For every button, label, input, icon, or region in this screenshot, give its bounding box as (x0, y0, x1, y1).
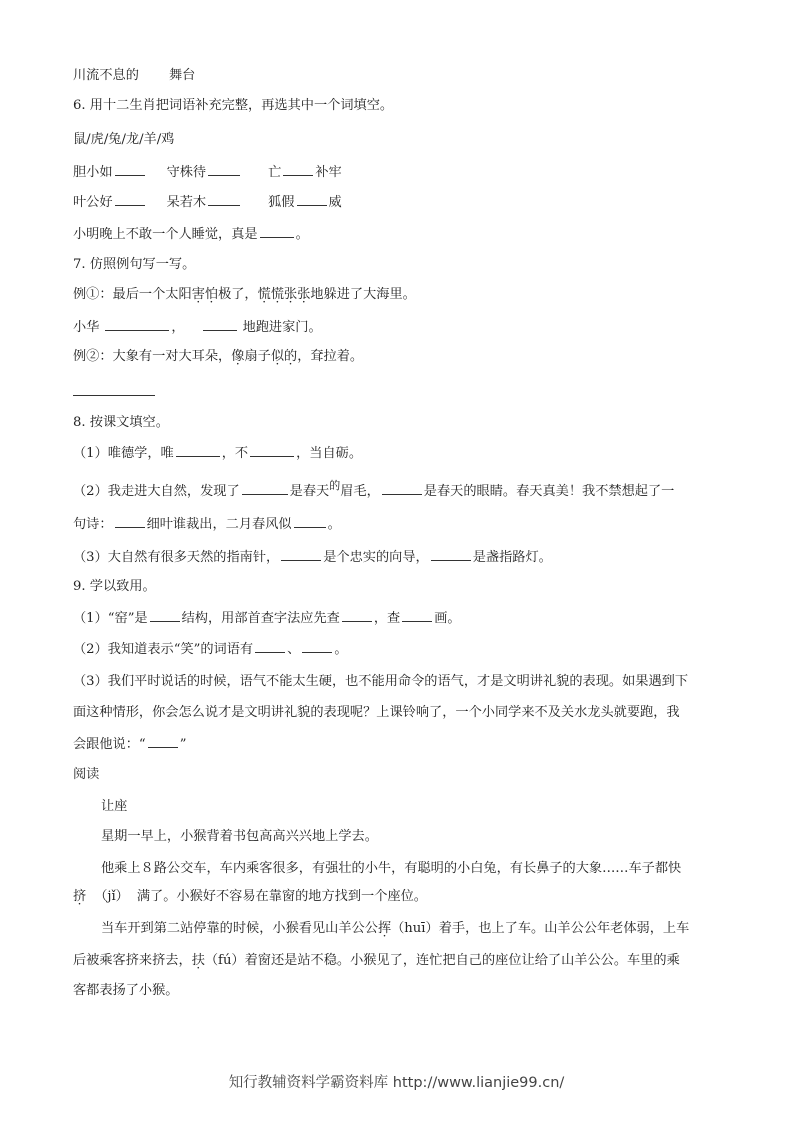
text: 胆小如 (73, 165, 113, 180)
text: 扇子 (244, 349, 271, 364)
text: 狐假 (268, 195, 295, 210)
blank[interactable] (208, 193, 240, 206)
text: 后被乘客挤来挤去， (73, 953, 192, 968)
text: （2）我知道表示“笑”的词语有 (73, 642, 254, 657)
blank[interactable] (105, 318, 169, 331)
text: 。 (334, 642, 348, 657)
text: 例②：大象有一对大耳朵， (73, 349, 232, 364)
blank[interactable] (281, 548, 321, 561)
text: 是春天 (289, 484, 330, 499)
q6-sentence (73, 225, 309, 244)
text: 小明晚上不敢一个人睡觉，真是 (73, 227, 258, 242)
text: ，当自砺。 (296, 446, 363, 461)
blank[interactable] (431, 548, 471, 561)
blank[interactable] (115, 193, 145, 206)
q6-row2 (73, 193, 342, 212)
blank[interactable] (176, 444, 220, 457)
text: ，不 (221, 446, 249, 461)
text: 细叶谁裁出，二月春风似 (146, 517, 292, 532)
footer-watermark: 知行教辅资料学霸资料库 http://www.lianjie99.cn/ (228, 1075, 565, 1091)
blank[interactable] (250, 444, 294, 457)
blank[interactable] (294, 515, 326, 528)
text: 挤 (73, 889, 87, 904)
blank[interactable] (115, 163, 145, 176)
text: 川流不息的 (73, 68, 139, 83)
blank[interactable] (302, 640, 332, 653)
text: 亡 (268, 165, 282, 180)
q7-example2 (73, 348, 363, 366)
text: 扶 (191, 953, 205, 968)
q9-part3-line3 (73, 735, 186, 754)
reading-para2-line1: 他乘上８路公交车，车内乘客很多，有强壮的小牛，有聪明的小白兔，有长鼻子的大象……车子都快 (101, 861, 682, 876)
reading-heading: 阅读 (73, 767, 100, 782)
text: ，查 (373, 611, 401, 626)
text: 小华 (73, 320, 100, 335)
text: 、 (287, 642, 301, 657)
blank[interactable] (150, 609, 180, 622)
text: （3）大自然有很多天然的指南针， (73, 550, 280, 565)
answer-line[interactable] (73, 395, 155, 396)
reading-para3-line2 (73, 952, 680, 970)
blank[interactable] (115, 515, 145, 528)
text: 结构，用部首查字法应先查 (181, 611, 340, 626)
reading-para3-line3: 客都表扬了小猴。 (73, 983, 179, 998)
text: 。 (327, 517, 341, 532)
q6-row1 (73, 163, 342, 182)
text: 会跟他说：“ (73, 737, 146, 752)
q9-title: 9. 学以致用。 (73, 579, 156, 594)
text: 地跑进家门。 (242, 320, 322, 335)
blank[interactable] (402, 609, 432, 622)
q8-part2b (73, 515, 341, 534)
blank[interactable] (148, 735, 178, 748)
text: ， (171, 320, 185, 335)
text: 呆若木 (166, 195, 207, 210)
text: 当车开到第二站停靠的时候，小猴看见山羊公公 (101, 921, 378, 936)
text: 画。 (434, 611, 461, 626)
text: 是春天的眼睛。春天真美！我不禁想起了一 (423, 484, 675, 499)
blank[interactable] (203, 318, 237, 331)
q9-part3-line2: 面这种情形，你会怎么说才是文明讲礼貌的表现呢？上课铃响了，一个小同学来不及关水龙头就要跑，我 (73, 705, 680, 720)
text: 的 (284, 349, 298, 364)
q8-part3 (73, 548, 552, 567)
text: （1）唯德学，唯 (73, 446, 174, 461)
blank[interactable] (297, 193, 327, 206)
blank[interactable] (382, 482, 422, 495)
text: ，耷拉着。 (297, 349, 364, 364)
text: 怕 (204, 287, 219, 302)
text: 张 (297, 287, 311, 302)
blank[interactable] (242, 482, 288, 495)
text: 慌 (270, 287, 284, 302)
blank[interactable] (342, 609, 372, 622)
text: 舞台 (168, 68, 196, 83)
text: 慌 (257, 287, 271, 302)
text: 威 (328, 195, 342, 210)
q7-title: 7. 仿照例句写一写。 (73, 257, 196, 272)
reading-para1: 星期一早上，小猴背着书包高高兴兴地上学去。 (101, 829, 378, 844)
reading-para2-line2 (73, 888, 427, 906)
text: 。 (295, 227, 309, 242)
blank[interactable] (260, 225, 294, 238)
idiom-line (73, 67, 195, 85)
q6-options: 鼠/虎/兔/龙/羊/鸡 (73, 132, 175, 147)
q7-fill1 (73, 318, 322, 337)
text: 例①：最后一个太阳 (73, 287, 192, 302)
text: 眉毛， (340, 484, 380, 499)
text: 补牢 (315, 165, 342, 180)
text: 极了， (218, 287, 258, 302)
q7-example1 (73, 286, 416, 304)
text: （jǐ） (94, 889, 129, 904)
text: （1）“窑”是 (73, 611, 148, 626)
text: （fú）着窗还是站不稳。小猴见了，连忙把自己的座位让给了山羊公公。车里的乘 (204, 953, 680, 968)
text: （huī）着手，也上了车。山羊公公年老体弱，上车 (391, 921, 690, 936)
blank[interactable] (208, 163, 240, 176)
reading-title: 让座 (101, 799, 128, 814)
reading-para3-line1 (101, 920, 689, 938)
text: ” (179, 737, 187, 752)
text: 地躲进了大海里。 (310, 287, 416, 302)
text: 害 (191, 287, 205, 302)
text: 的 (329, 479, 341, 492)
text: 似 (270, 349, 284, 364)
text: 句诗： (73, 517, 113, 532)
q6-title: 6. 用十二生肖把词语补充完整，再选其中一个词填空。 (73, 98, 394, 113)
q9-part3-line1: （3）我们平时说话的时候，语气不能太生硬，也不能用命令的语气，才是文明讲礼貌的表现。如果遇到下 (73, 674, 689, 689)
text: 是盏指路灯。 (472, 550, 552, 565)
text: 挥 (377, 921, 392, 936)
q9-part1 (73, 609, 461, 628)
text: 张 (284, 287, 298, 302)
q8-part2a (73, 479, 675, 501)
text: 像 (231, 349, 245, 364)
blank[interactable] (283, 163, 313, 176)
text: （2）我走进大自然，发现了 (73, 484, 240, 499)
text: 是个忠实的向导， (323, 550, 429, 565)
text: 满了。小猴好不容易在靠窗的地方找到一个座位。 (136, 889, 427, 904)
text: 守株待 (166, 165, 207, 180)
blank[interactable] (255, 640, 285, 653)
q9-part2 (73, 640, 348, 659)
q8-part1 (73, 444, 362, 463)
text: 叶公好 (73, 195, 113, 210)
q8-title: 8. 按课文填空。 (73, 415, 169, 430)
